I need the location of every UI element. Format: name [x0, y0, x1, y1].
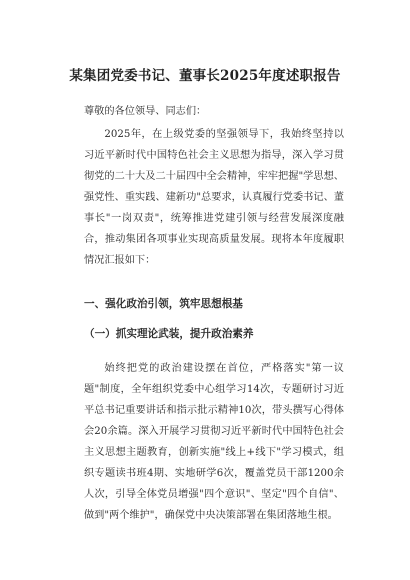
greeting: 尊敬的各位领导、同志们：: [84, 106, 207, 117]
body-paragraph: 始终把党的政治建设摆在首位，严格落实"第一议题"制度，全年组织党委中心组学习14次，专题研讨习近平总书记重要讲话和指示批示精神10次，带头撰写心得体会20余篇。深入开展学习贯彻习近平新时代中国特色社会主义思想主题教育，创新实施"线上+线下"学习模式，组织专题读书班4期、实地研学6次，覆盖党员干部1200余人次，引导全体党员增强"四个意识"、坚定"四个自信"、做到"两个维护"，确保党中央决策部署在集团落地生根。: [84, 363, 344, 521]
subsection-heading-1: （一）抓实理论武装，提升政治素养: [84, 328, 254, 340]
report-title: 某集团党委书记、董事长2025年度述职报告: [69, 68, 341, 84]
intro-paragraph: 2025年，在上级党委的坚强领导下，我始终坚持以习近平新时代中国特色社会主义思想为指导，深入学习贯彻党的二十大及二十届四中全会精神，牢牢把握"学思想、强党性、重实践、建新功"总要求，认真履行党委书记、董事长"一岗双责"，统筹推进党建引领与经营发展深度融合，推动集团各项事业实现高质量发展。现将本年度履职情况汇报如下：: [84, 129, 344, 266]
section-heading-1: 一、强化政治引领，筑牢思想根基: [84, 298, 243, 310]
